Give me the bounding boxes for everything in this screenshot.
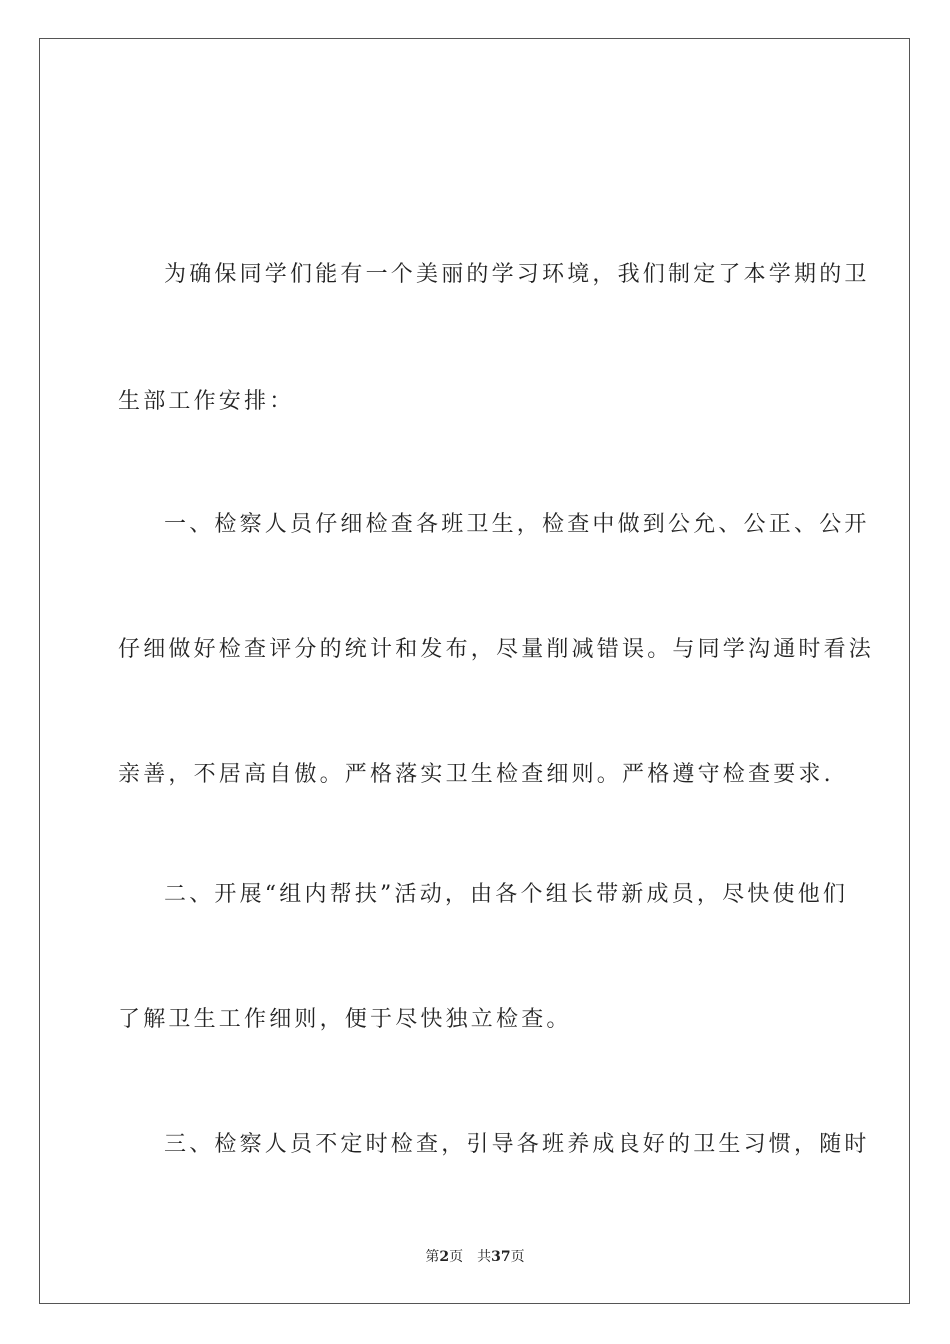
- paragraph-item-2-line-2: 了解卫生工作细则，便于尽快独立检查。: [118, 1007, 572, 1032]
- paragraph-intro-line-1: 为确保同学们能有一个美丽的学习环境，我们制定了本学期的卫: [164, 262, 870, 287]
- footer-total-suffix: 页: [510, 1249, 525, 1265]
- paragraph-item-1-line-1: 一、检察人员仔细检查各班卫生，检查中做到公允、公正、公开: [164, 512, 870, 537]
- paragraph-item-3-line-1: 三、检察人员不定时检查，引导各班养成良好的卫生习惯，随时: [164, 1132, 870, 1157]
- page-footer: [0, 1247, 950, 1267]
- page-border: [39, 38, 910, 1304]
- footer-page-suffix: 页: [449, 1249, 464, 1265]
- paragraph-item-1-line-2: 仔细做好检查评分的统计和发布，尽量削减错误。与同学沟通时看法: [118, 637, 875, 662]
- paragraph-intro-line-2: 生部工作安排：: [118, 389, 295, 414]
- paragraph-item-2-line-1: 二、开展“组内帮扶”活动，由各个组长带新成员，尽快使他们: [164, 882, 849, 907]
- paragraph-item-1-line-3: 亲善，不居高自傲。严格落实卫生检查细则。严格遵守检查要求.: [118, 762, 834, 787]
- footer-page-number: 2: [439, 1249, 450, 1265]
- footer-page-prefix: 第: [425, 1249, 440, 1265]
- footer-total-prefix: 共: [477, 1249, 492, 1265]
- footer-total-pages: 37: [491, 1249, 511, 1265]
